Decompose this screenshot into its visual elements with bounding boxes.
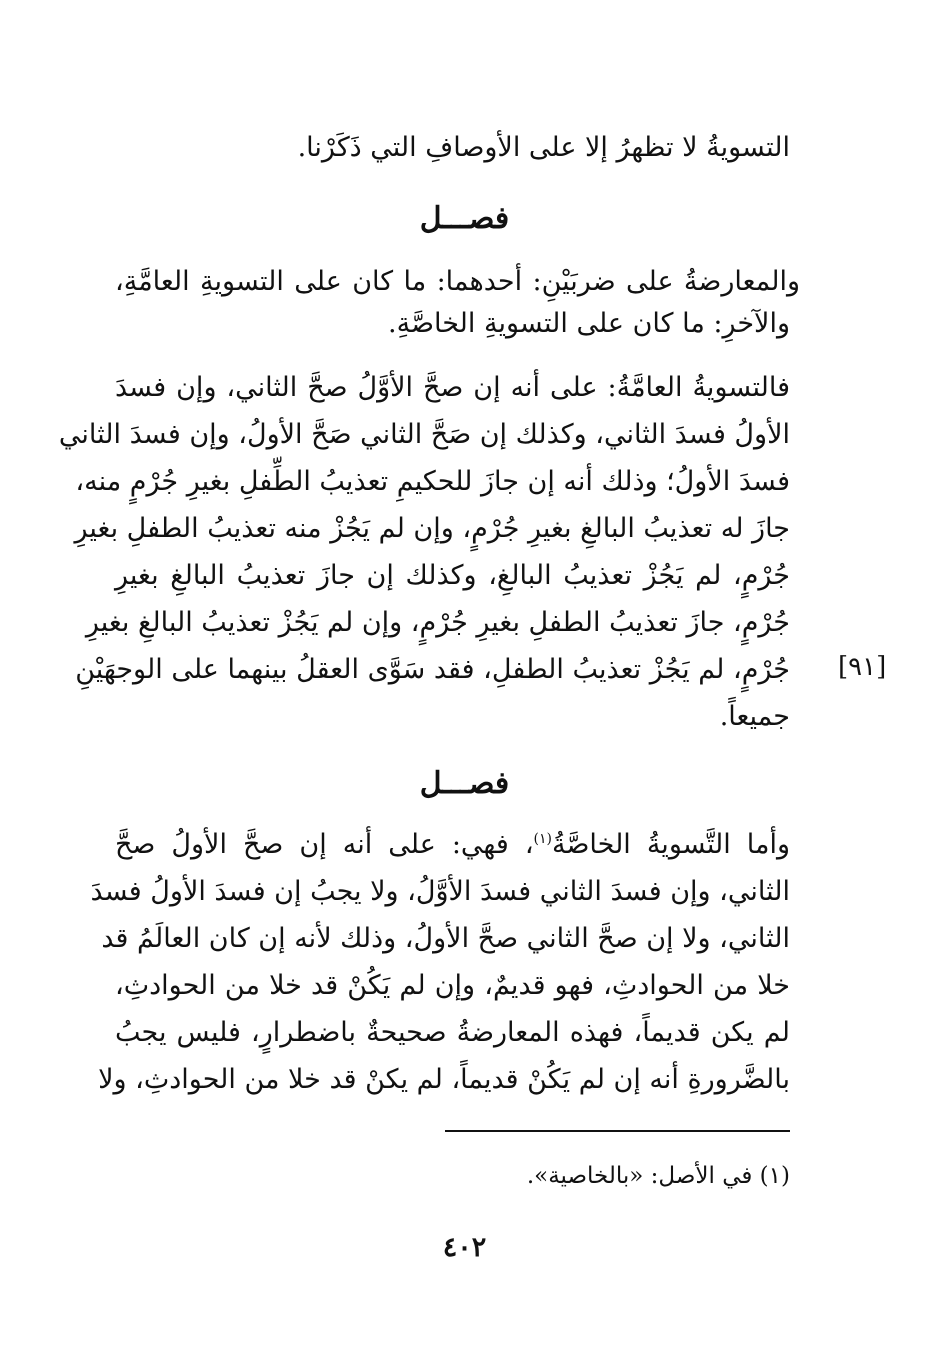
paragraph-3-line: الثاني، ولا إن صحَّ الثاني صحَّ الأولُ، وذلك لأنه إن كان العالَمُ قد — [101, 923, 790, 954]
footnote-reference: (١) — [533, 831, 553, 847]
paragraph-2-line: جميعاً. — [719, 701, 790, 732]
paragraph-2-line: فالتسويةُ العامَّةُ: على أنه إن صحَّ الأوَّلُ صحَّ الثاني، وإن فسدَ — [115, 372, 790, 403]
footnote-separator — [445, 1130, 790, 1132]
paragraph-3-line: الثاني، وإن فسدَ الثاني فسدَ الأوَّلُ، ولا يجبُ إن فسدَ الأولُ فسدَ — [90, 876, 790, 907]
paragraph-3-first-line — [115, 825, 790, 865]
paragraph-2-line: جازَ له تعذيبُ البالغِ بغيرِ جُرْمٍ، وإن لم يَجُزْ منه تعذيبُ الطفلِ بغيرِ — [74, 513, 790, 544]
page-number: ٤٠٢ — [442, 1232, 487, 1263]
paragraph-3-text: ، فهي: على أنه إن صحَّ الأولُ صحَّ — [115, 829, 534, 860]
paragraph-3-line: بالضَّرورةِ أنه إن لم يَكُنْ قديماً، لم يكنْ قد خلا من الحوادثِ، ولا — [98, 1064, 790, 1095]
paragraph-2-line: الأولُ فسدَ الثاني، وكذلك إن صَحَّ الثاني صَحَّ الأولُ، وإن فسدَ الثاني — [58, 419, 790, 450]
margin-folio-marker: [٩١] — [838, 652, 887, 682]
paragraph-2-line: جُرْمٍ، لم يَجُزْ تعذيبُ الطفلِ، فقد سَوَّى العقلُ بينهما على الوجهَيْنِ — [75, 654, 790, 685]
paragraph-2-line: جُرْمٍ، جازَ تعذيبُ الطفلِ بغيرِ جُرْمٍ، وإن لم يَجُزْ تعذيبُ البالغِ بغيرِ — [85, 607, 790, 638]
paragraph-3-line: خلا من الحوادثِ، فهو قديمٌ، وإن لم يَكُنْ قد خلا من الحوادثِ، — [115, 970, 790, 1001]
footnote: (١) في الأصل: «بالخاصية». — [526, 1163, 790, 1189]
paragraph-1-line: والآخرِ: ما كان على التسويةِ الخاصَّةِ. — [388, 308, 790, 339]
section-heading-1: فصـــل — [419, 201, 510, 236]
paragraph-1-line: والمعارضةُ على ضربَيْنِ: أحدهما: ما كان على التسويةِ العامَّةِ، — [115, 266, 800, 297]
paragraph-2-line: جُرْمٍ، لم يَجُزْ تعذيبُ البالغِ، وكذلك إن جازَ تعذيبُ البالغِ بغيرِ — [115, 560, 790, 591]
paragraph-2-line: فسدَ الأولُ؛ وذلك أنه إن جازَ للحكيمِ تعذيبُ الطِّفلِ بغيرِ جُرْمٍ منه، — [75, 466, 790, 497]
paragraph-3-text: وأما التَّسويةُ الخاصَّةُ — [552, 829, 790, 860]
opening-line: التسويةُ لا تظهرُ إلا على الأوصافِ التي ذَكَرْنا. — [297, 132, 790, 163]
paragraph-3-line: لم يكن قديماً، فهذه المعارضةُ صحيحةٌ باضطرارٍ، فليس يجبُ — [115, 1017, 790, 1048]
section-heading-2: فصـــل — [419, 766, 510, 801]
